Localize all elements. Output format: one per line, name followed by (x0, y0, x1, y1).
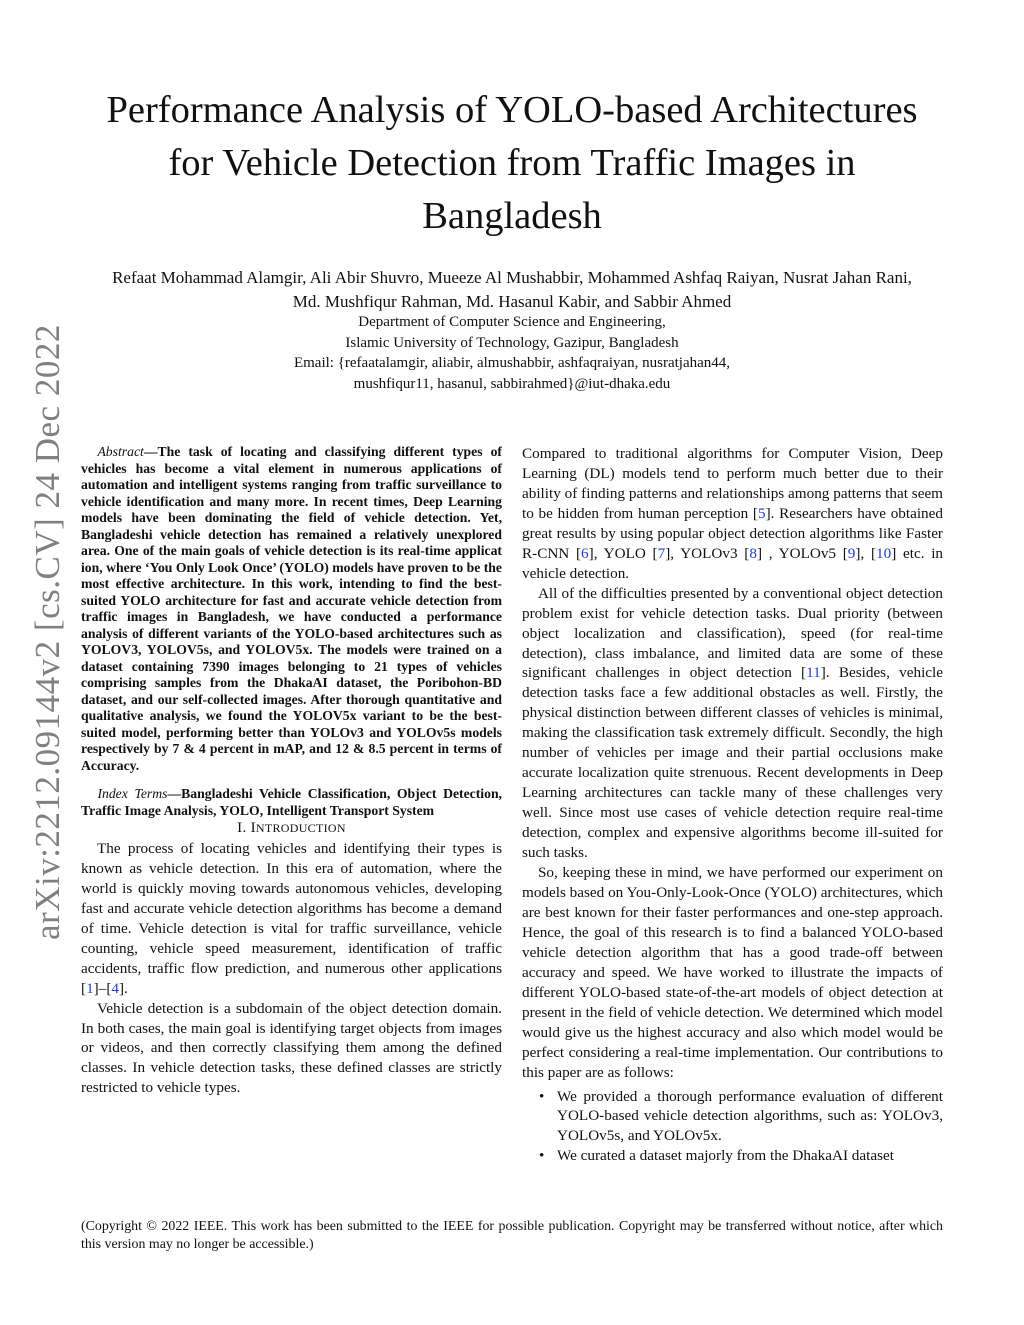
affiliation-block (60, 312, 964, 394)
paper-title: Performance Analysis of YOLO-based Architectures for Vehicle Detection from Traffic Images in Bangladesh (106, 89, 918, 237)
index-terms (81, 786, 502, 819)
index-terms-text: —Bangladeshi Vehicle Classification, Object Detection, Traffic Image Analysis, YOLO, Intelligent Transport System (81, 786, 502, 818)
text-run: . Besides, vehicle detection tasks face a few additional obstacles as well. Firstly, the physical distinction between different classes of vehicles is minimal, making the classification task extremely difficult. Secondly, the high number of vehicles per image and their partial occlusions make accurate localization quite strenuous. Recent developments in Deep Learning architectures can tackle many of these challenges very well. Since most use cases of vehicle detection require real-time detection, complex and expensive algorithms become ill-suited for such tasks. (522, 664, 943, 862)
citation-link[interactable]: 6 (581, 544, 589, 562)
section-number: I. (237, 820, 247, 836)
section-initial: I (250, 820, 256, 836)
citation-link[interactable]: 4 (111, 979, 119, 997)
text-run: Compared to traditional algorithms for Computer Vision, Deep Learning (DL) models tend to perform much better due to their ability of finding patterns and relationships among patterns that seem to be hidden from human perception (522, 445, 943, 522)
author-list (60, 266, 964, 314)
abstract-label: Abstract (97, 444, 144, 459)
citation-link[interactable]: 9 (847, 544, 856, 562)
text-run: , (860, 544, 871, 562)
section-title-rest: NTRODUCTION (255, 821, 346, 835)
left-column (81, 444, 502, 1098)
text-run: , YOLOv5 (762, 544, 843, 562)
email-line-1: Email: {refaatalamgir, aliabir, almushabbir, ashfaqraiyan, nusratjahan44, (293, 355, 731, 371)
citation-link[interactable]: 10 (876, 544, 892, 562)
right-paragraph-3: So, keeping these in mind, we have performed our experiment on models based on You-Only-Look-Once (YOLO) architectures, which are best known for their faster performances and one-step approach. Hence, the goal of this research is to find a balanced YOLO-based vehicle detection algorithm that has a good trade-off between accuracy and speed. We have worked to illustrate the impacts of different YOLO-based state-of-the-art models of object detection at present in the field of vehicle detection. We determined which model would give us the highest accuracy and also which model would be perfect considering a real-time implementation. Our contributions to this paper are as follows: (522, 864, 943, 1081)
abstract (81, 444, 502, 774)
list-item: • We curated a dataset majorly from the DhakaAI dataset (557, 1146, 943, 1166)
abstract-text: —The task of locating and classifying different types of vehicles has become a vital element in numerous applications of automation and intelligent systems ranging from traffic surveillance to vehicle identification and many more. In recent times, Deep Learning models have been dominating the field of vehicle detection. Yet, Bangladeshi vehicle detection has remained a relatively unexplored area. One of the main goals of vehicle detection is its real-time applicat ion, where ‘You Only Look Once’ (YOLO) models have proven to be the most effective architecture. In this work, intending to find the best-suited YOLO architecture for fast and accurate vehicle detection from traffic images in Bangladesh, we have conducted a performance analysis of different variants of the YOLO-based architectures such as YOLOV3, YOLOV5s, and YOLOV5x. The models were trained on a dataset containing 7390 images belonging to 21 types of vehicles comprising samples from the DhakaAI dataset, the Poribohon-BD dataset, and our self-collected images. After thorough quantitative and qualitative analysis, we found the YOLOV5x variant to be the best-suited model, performing better than YOLOv3 and YOLOv5s models respectively by 7 & 4 percent in mAP, and 12 & 8.5 percent in terms of Accuracy. (81, 444, 502, 773)
citation-link[interactable]: 8 (749, 544, 757, 562)
list-item: • We provided a thorough performance evaluation of different YOLO-based vehicle detection algorithms, such as: YOLOv3, YOLOv5s, and YOLOv5x. (557, 1087, 943, 1147)
department: Department of Computer Science and Engineering, (358, 314, 666, 330)
author-line-2: Md. Mushfiqur Rahman, Md. Hasanul Kabir, and Sabbir Ahmed (292, 292, 732, 311)
intro-paragraph-2: Vehicle detection is a subdomain of the object detection domain. In both cases, the main goal is identifying target objects from images or videos, and then correctly classifying them among the defined classes. In vehicle detection tasks, these defined classes are strictly restricted to vehicle types. (81, 999, 502, 1097)
intro-p1-text: The process of locating vehicles and identifying their types is known as vehicle detection. In this era of automation, where the world is quickly moving towards autonomous vehicles, developing fast and accurate vehicle detection algorithms has become a demand of time. Vehicle detection is vital for traffic surveillance, vehicle counting, vehicle speed measurement, identification of traffic accidents, traffic flow prediction, and numerous other applications (81, 839, 502, 977)
contributions-list (522, 1087, 943, 1167)
citation-link[interactable]: 7 (657, 544, 666, 562)
arxiv-identifier-stamp: arXiv:2212.09144v2 [cs.CV] 24 Dec 2022 (28, 324, 67, 940)
citation-link[interactable]: 5 (757, 504, 766, 522)
intro-paragraph-1: The process of locating vehicles and identifying their types is known as vehicle detection. In this era of automation, where the world is quickly moving towards autonomous vehicles, developing fast and accurate vehicle detection algorithms has become a demand of time. Vehicle detection is vital for traffic surveillance, vehicle counting, vehicle speed measurement, identification of traffic accidents, traffic flow prediction, and numerous other applications [1]–[4]. (81, 839, 502, 997)
citation-range-dash: – (98, 979, 107, 997)
index-terms-label: Index Terms (97, 786, 168, 801)
copyright-notice: (Copyright © 2022 IEEE. This work has been submitted to the IEEE for possible publication. Copyright may be transferred without notice, after which this version may no longer be accessible.) (81, 1219, 943, 1252)
author-line-1: Refaat Mohammad Alamgir, Ali Abir Shuvro, Mueeze Al Mushabbir, Mohammed Ashfaq Raiyan, Nusrat Jahan Rani, (112, 268, 912, 287)
citation-link[interactable]: 11 (806, 664, 821, 682)
intro-p1-end: . (124, 979, 128, 997)
email-line-2: mushfiqur11, hasanul, sabbirahmed}@iut-dhaka.edu (353, 375, 671, 392)
right-paragraph-1: Compared to traditional algorithms for Computer Vision, Deep Learning (DL) models tend to perform much better due to their ability of finding patterns and relationships among patterns that seem to be hidden from human perception [5]. Researchers have obtained great results by using popular object detection algorithms like Faster R-CNN [6], YOLO [7], YOLOv3 [8] , YOLOv5 [9], [10] etc. in vehicle detection. (522, 445, 944, 582)
text-run: , YOLOv3 (670, 544, 745, 562)
university: Islamic University of Technology, Gazipur, Bangladesh (345, 334, 679, 351)
text-run: All of the difficulties presented by a conventional object detection problem exist for vehicle detection tasks. Dual priority (between object localization and classification), speed (for real-time detection), class imbalance, and limited data are some of these significant challenges in object detection (522, 584, 943, 682)
text-run: etc. in vehicle detection. (522, 544, 944, 582)
right-column (522, 444, 943, 1166)
section-heading-introduction (81, 819, 502, 839)
text-run: , YOLO (593, 544, 653, 562)
text-run: . Researchers have obtained great results by using popular object detection algorithms like Faster R-CNN (522, 504, 943, 562)
right-paragraph-2: All of the difficulties presented by a conventional object detection problem exist for vehicle detection tasks. Dual priority (between object localization and classification), speed (for real-time detection), class imbalance, and limited data are some of these significant challenges in object detection [11]. Besides, vehicle detection tasks face a few additional obstacles as well. Firstly, the physical distinction between different classes of vehicles is minimal, making the classification task extremely difficult. Secondly, the high number of vehicles per image and their partial occlusions make accurate localization quite strenuous. Recent developments in Deep Learning architectures can tackle many of these challenges very well. Since most use cases of vehicle detection require real-time detection, complex and expensive algorithms become ill-suited for such tasks. (522, 584, 943, 862)
citation-link[interactable]: 1 (86, 979, 94, 997)
